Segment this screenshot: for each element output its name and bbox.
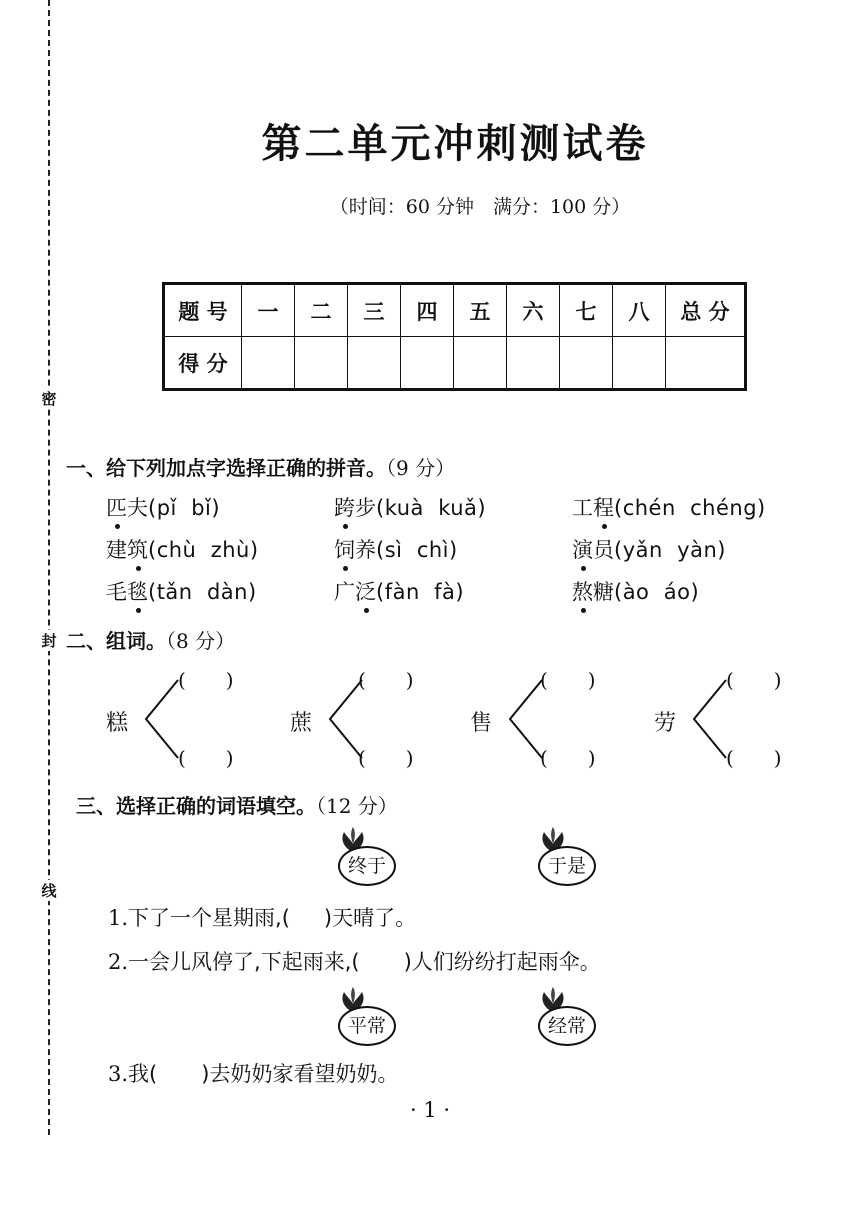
section-2-points: （8 分）	[166, 629, 236, 653]
question-3	[108, 1058, 398, 1088]
section-1-points: （9 分）	[386, 456, 456, 480]
word-character: 工	[572, 496, 593, 520]
dotted-character: 泛	[355, 580, 376, 604]
emphasis-dot	[343, 524, 348, 529]
score-table-label-score: 得 分	[164, 337, 242, 390]
word-group-char: 劳	[654, 711, 677, 736]
word-character: 毛	[106, 580, 127, 604]
pinyin-options[interactable]: (pǐ bǐ)	[148, 496, 221, 520]
bracket-icon	[690, 676, 730, 762]
word-group-char: 蔗	[290, 711, 313, 736]
emphasis-dot	[581, 608, 586, 613]
question-text-before: 我(	[128, 1062, 158, 1086]
dotted-character: 熬	[572, 580, 593, 604]
page-title: 第二单元冲刺测试卷	[261, 120, 649, 167]
score-table-col-4: 四	[401, 284, 454, 337]
answer-blank[interactable]: ( )	[358, 668, 414, 692]
pinyin-options[interactable]: (chù zhù)	[148, 538, 259, 562]
section-3-points: （12 分）	[316, 794, 398, 818]
score-cell-total[interactable]	[666, 337, 746, 390]
pinyin-options[interactable]: (kuà kuǎ)	[376, 496, 487, 520]
answer-blank[interactable]: ( )	[178, 746, 234, 770]
question-text-before: 一会儿风停了,下起雨来,(	[128, 950, 360, 974]
score-table-label-question: 题 号	[164, 284, 242, 337]
dotted-character: 筑	[127, 538, 148, 562]
section-2-heading	[66, 625, 235, 654]
answer-blank[interactable]: ( )	[178, 668, 234, 692]
pinyin-options[interactable]: (sì chì)	[376, 538, 458, 562]
word-group-4	[654, 662, 860, 772]
word-character: 建	[106, 538, 127, 562]
score-cell[interactable]	[242, 337, 295, 390]
margin-mark-mi: 密	[36, 388, 62, 409]
word-choice-badge	[530, 986, 600, 1048]
score-table-score-row	[164, 337, 746, 390]
pinyin-choice-item	[572, 534, 726, 564]
question-number: 2.	[108, 950, 129, 974]
question-text-after: )天晴了。	[323, 906, 417, 930]
score-cell[interactable]	[454, 337, 507, 390]
pinyin-choice-item	[334, 492, 486, 522]
score-table	[162, 282, 747, 391]
dotted-character: 跨	[334, 496, 355, 520]
dotted-character: 匹	[106, 496, 127, 520]
word-choice-text: 于是	[538, 846, 596, 886]
question-2	[108, 946, 601, 976]
score-table-col-1: 一	[242, 284, 295, 337]
score-table-col-7: 七	[560, 284, 613, 337]
pinyin-options[interactable]: (fàn fà)	[376, 580, 465, 604]
score-table-col-5: 五	[454, 284, 507, 337]
word-character: 员	[593, 538, 614, 562]
score-cell[interactable]	[401, 337, 454, 390]
dotted-character: 程	[593, 496, 614, 520]
answer-blank[interactable]: ( )	[726, 746, 782, 770]
pinyin-options[interactable]: (ào áo)	[614, 580, 700, 604]
word-group-char: 糕	[106, 711, 129, 736]
section-1-heading	[66, 452, 455, 481]
page-number: · 1 ·	[409, 1098, 451, 1122]
score-cell[interactable]	[295, 337, 348, 390]
word-character: 广	[334, 580, 355, 604]
word-character: 糖	[593, 580, 614, 604]
question-1	[108, 902, 416, 932]
pinyin-choice-item	[106, 534, 259, 564]
emphasis-dot	[364, 608, 369, 613]
score-table-col-8: 八	[613, 284, 666, 337]
bracket-icon	[142, 676, 182, 762]
word-character: 养	[355, 538, 376, 562]
dotted-character: 毯	[127, 580, 148, 604]
emphasis-dot	[343, 566, 348, 571]
pinyin-choice-item	[572, 492, 766, 522]
score-table-col-total: 总 分	[666, 284, 746, 337]
answer-blank[interactable]: ( )	[358, 746, 414, 770]
question-text-before: 下了一个星期雨,(	[128, 906, 290, 930]
binding-margin-line	[48, 0, 50, 1135]
emphasis-dot	[602, 524, 607, 529]
score-table-col-2: 二	[295, 284, 348, 337]
section-2-title: 二、组词。	[66, 629, 166, 653]
margin-mark-xian: 线	[36, 880, 62, 901]
question-number: 3.	[108, 1062, 129, 1086]
emphasis-dot	[136, 608, 141, 613]
score-table-col-6: 六	[507, 284, 560, 337]
dotted-character: 演	[572, 538, 593, 562]
emphasis-dot	[136, 566, 141, 571]
pinyin-choice-item	[334, 534, 458, 564]
pinyin-choice-item	[334, 576, 464, 606]
score-cell[interactable]	[560, 337, 613, 390]
word-choice-badge	[330, 826, 400, 888]
score-cell[interactable]	[507, 337, 560, 390]
pinyin-choice-item	[572, 576, 699, 606]
question-number: 1.	[108, 906, 129, 930]
score-table-header-row	[164, 284, 746, 337]
score-cell[interactable]	[348, 337, 401, 390]
margin-mark-feng: 封	[36, 630, 62, 651]
section-1-title: 一、给下列加点字选择正确的拼音。	[66, 456, 386, 480]
section-3-heading	[76, 790, 398, 819]
pinyin-options[interactable]: (chén chéng)	[614, 496, 766, 520]
word-character: 夫	[127, 496, 148, 520]
emphasis-dot	[581, 566, 586, 571]
exam-info: （时间：60 分钟 满分：100 分）	[329, 196, 631, 218]
dotted-character: 饲	[334, 538, 355, 562]
pinyin-choice-item	[106, 576, 257, 606]
answer-blank[interactable]: ( )	[540, 668, 596, 692]
pinyin-choice-item	[106, 492, 220, 522]
word-choice-text: 平常	[338, 1006, 396, 1046]
pinyin-options[interactable]: (yǎn yàn)	[614, 538, 726, 562]
score-cell[interactable]	[613, 337, 666, 390]
word-choice-text: 经常	[538, 1006, 596, 1046]
question-text-after: )人们纷纷打起雨伞。	[403, 950, 601, 974]
emphasis-dot	[115, 524, 120, 529]
word-choice-badge	[530, 826, 600, 888]
word-character: 步	[355, 496, 376, 520]
word-choice-text: 终于	[338, 846, 396, 886]
answer-blank[interactable]: ( )	[726, 668, 782, 692]
score-table-col-3: 三	[348, 284, 401, 337]
question-text-after: )去奶奶家看望奶奶。	[201, 1062, 399, 1086]
word-group-char: 售	[470, 711, 493, 736]
answer-blank[interactable]: ( )	[540, 746, 596, 770]
word-choice-badge	[330, 986, 400, 1048]
section-3-title: 三、选择正确的词语填空。	[76, 794, 316, 818]
pinyin-options[interactable]: (tǎn dàn)	[148, 580, 257, 604]
